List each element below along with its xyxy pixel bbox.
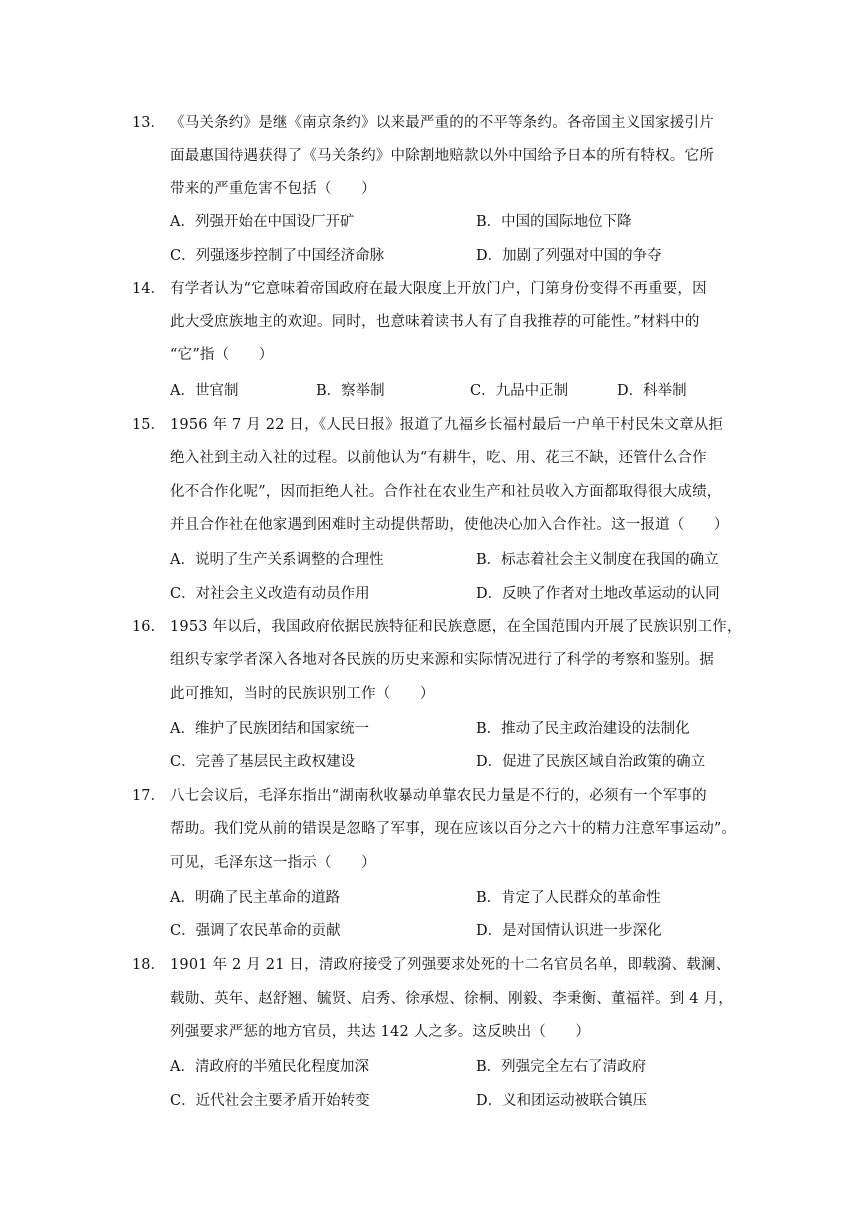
question-text-line: 此可推知，当时的民族识别工作（ ） (170, 686, 435, 702)
option-c[interactable]: C．对社会主义改造有动员作用 (170, 586, 370, 602)
option-d[interactable]: D．科举制 (617, 383, 687, 399)
question-text-line: 面最惠国待遇获得了《马关条约》中除割地赔款以外中国给予日本的所有特权。它所 (170, 148, 714, 164)
option-c[interactable]: C．强调了农民革命的贡献 (170, 923, 341, 939)
question-text-line: 组织专家学者深入各地对各民族的历史来源和实际情况进行了科学的考察和鉴别。据 (170, 652, 714, 668)
option-c[interactable]: C．列强逐步控制了中国经济命脉 (170, 248, 385, 264)
question-text-line: 1901 年 2 月 21 日，清政府接受了列强要求处死的十二名官员名单，即载漪、载澜、 (170, 957, 731, 973)
option-c[interactable]: C．九品中正制 (470, 383, 569, 399)
question-text-line: 载勋、英年、赵舒翘、毓贤、启秀、徐承煜、徐桐、刚毅、李秉衡、董福祥。到 4 月， (170, 991, 733, 1007)
question-text-line: 绝入社到主动入社的过程。以前他认为“有耕牛，吃、用、花三不缺，还管什么合作 (170, 450, 707, 466)
question-number: 16. (132, 619, 156, 635)
question-number: 17． (132, 788, 165, 804)
option-b[interactable]: B．标志着社会主义制度在我国的确立 (476, 552, 719, 568)
question-number: 13． (132, 115, 165, 131)
option-d[interactable]: D．是对国情认识进一步深化 (476, 923, 662, 939)
option-a[interactable]: A．清政府的半殖民化程度加深 (170, 1059, 369, 1075)
question-text-line: “它”指（ ） (170, 347, 274, 363)
question-number: 18． (132, 957, 165, 973)
option-d[interactable]: D．反映了作者对土地改革运动的认同 (476, 586, 720, 602)
option-d[interactable]: D．促进了民族区域自治政策的确立 (476, 754, 706, 770)
option-c[interactable]: C．近代社会主要矛盾开始转变 (170, 1093, 370, 1109)
question-text-line: 带来的严重危害不包括（ ） (170, 181, 376, 197)
question-text-line: 1956 年 7 月 22 日，《人民日报》报道了九福乡长福村最后一户单干村民朱文章从拒 (170, 417, 724, 433)
option-c[interactable]: C．完善了基层民主政权建设 (170, 754, 356, 770)
question-text-line: 八七会议后，毛泽东指出“湖南秋收暴动单靠农民力量是不行的，必须有一个军事的 (170, 788, 707, 804)
question-number: 15． (132, 417, 165, 433)
option-a[interactable]: A．说明了生产关系调整的合理性 (170, 552, 384, 568)
option-a[interactable]: A．维护了民族团结和国家统一 (170, 721, 369, 737)
option-a[interactable]: A．列强开始在中国设厂开矿 (170, 214, 355, 230)
question-text-line: 有学者认为“它意味着帝国政府在最大限度上开放门户，门第身份变得不再重要，因 (170, 281, 707, 297)
question-text-line: 此大受庶族地主的欢迎。同时，也意味着读书人有了自我推荐的可能性。”材料中的 (170, 314, 700, 330)
question-text-line: 列强要求严惩的地方官员，共达 142 人之多。这反映出（ ） (170, 1024, 591, 1040)
question-text-line: 可见，毛泽东这一指示（ ） (170, 855, 376, 871)
option-b[interactable]: B．列强完全左右了清政府 (476, 1059, 647, 1075)
option-a[interactable]: A．明确了民主革命的道路 (170, 890, 340, 906)
option-d[interactable]: D．义和团运动被联合镇压 (476, 1093, 648, 1109)
option-b[interactable]: B．推动了民主政治建设的法制化 (476, 721, 690, 737)
question-text-line: 1953 年以后，我国政府依据民族特征和民族意愿，在全国范围内开展了民族识别工作， (170, 619, 742, 635)
option-a[interactable]: A．世官制 (170, 383, 239, 399)
question-text-line: 《马关条约》是继《南京条约》以来最严重的的不平等条约。各帝国主义国家援引片 (170, 115, 714, 131)
option-d[interactable]: D．加剧了列强对中国的争夺 (476, 248, 662, 264)
question-text-line: 并且合作社在他家遇到困难时主动提供帮助，使他决心加入合作社。这一报道（ ） (170, 517, 729, 533)
question-number: 14． (132, 281, 165, 297)
option-b[interactable]: B．肯定了人民群众的革命性 (476, 890, 661, 906)
option-b[interactable]: B．中国的国际地位下降 (476, 214, 632, 230)
question-text-line: 帮助。我们党从前的错误是忽略了军事，现在应该以百分之六十的精力注意军事运动”。 (170, 821, 737, 837)
question-text-line: 化不合作化呢”，因而拒绝人社。合作社在农业生产和社员收入方面都取得很大成绩， (170, 484, 722, 500)
option-b[interactable]: B．察举制 (316, 383, 385, 399)
